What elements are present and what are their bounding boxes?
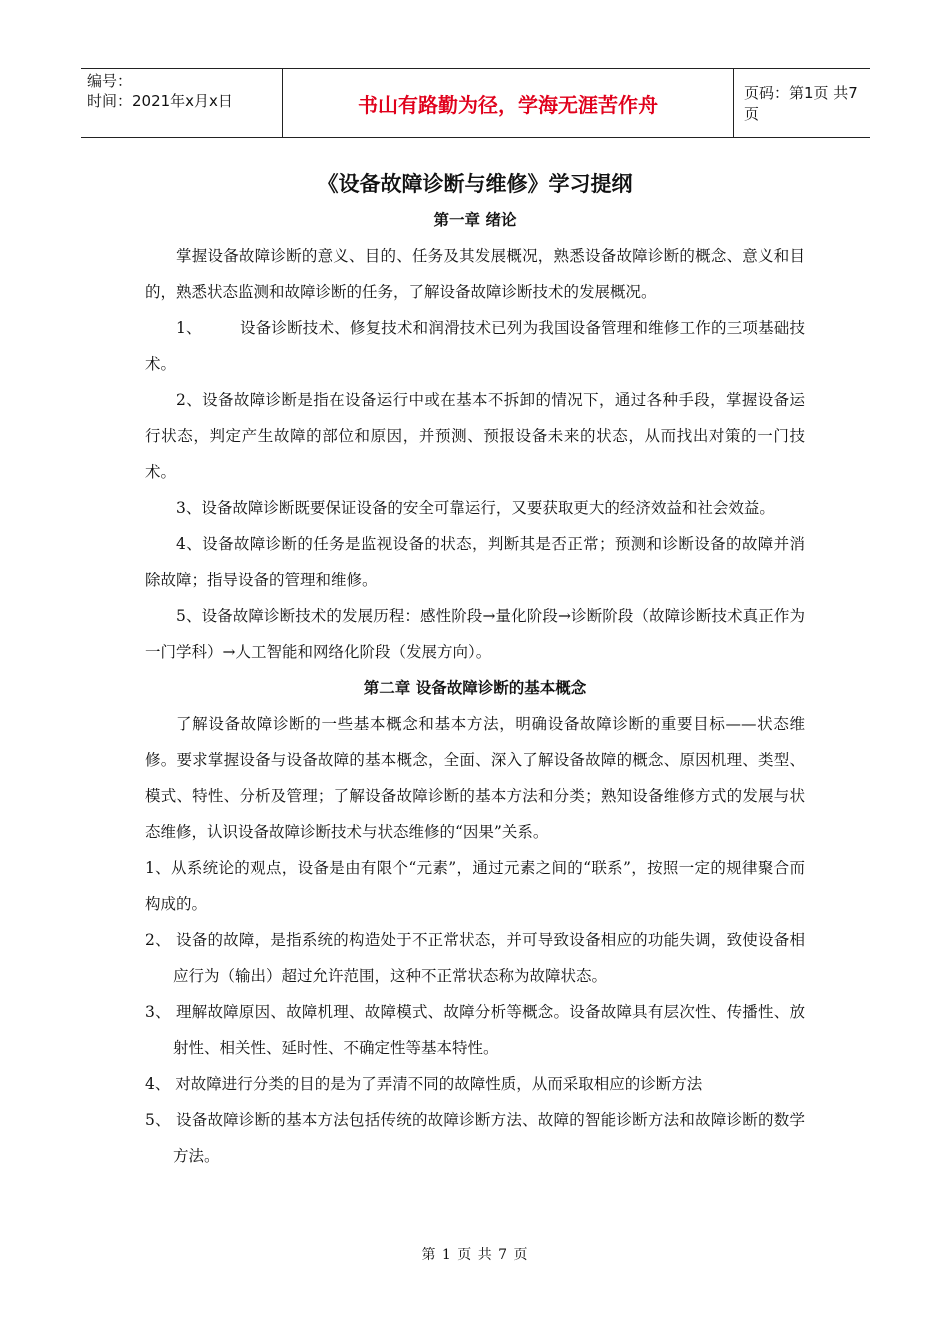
item-number: 1、 (176, 319, 202, 337)
chapter-2-intro: 了解设备故障诊断的一些基本概念和基本方法，明确设备故障诊断的重要目标——状态维修。要求掌握设备与设备故障的基本概念，全面、深入了解设备故障的概念、原因机理、类型、模式、特性、分析及管理；了解设备故障诊断的基本方法和分类；熟知设备维修方式的发展与状态维修，认识设备故障诊断技术与状态维修的“因果”关系。 (145, 715, 805, 841)
item-text: 设备诊断技术、修复技术和润滑技术已列为我国设备管理和维修工作的三项基础技术。 (145, 319, 805, 373)
chapter-2-item-2: 2、 设备的故障，是指系统的构造处于不正常状态，并可导致设备相应的功能失调，致使设备相应行为（输出）超过允许范围，这种不正常状态称为故障状态。 (145, 931, 805, 985)
page-code: 页码：第1页 共7页 (744, 84, 858, 123)
chapter-2-item-5: 5、 设备故障诊断的基本方法包括传统的故障诊断方法、故障的智能诊断方法和故障诊断的数学方法。 (145, 1111, 805, 1165)
chapter-1-item-3: 3、设备故障诊断既要保证设备的安全可靠运行，又要获取更大的经济效益和社会效益。 (176, 499, 775, 517)
chapter-2-heading: 第二章 设备故障诊断的基本概念 (363, 678, 587, 697)
number-label: 编号： (87, 72, 133, 90)
chapter-1-item-4: 4、设备故障诊断的任务是监视设备的状态，判断其是否正常；预测和诊断设备的故障并消除故障；指导设备的管理和维修。 (145, 535, 805, 589)
chapter-1-item-1 (145, 310, 805, 382)
header-page-cell (734, 69, 870, 137)
chapter-1-intro: 掌握设备故障诊断的意义、目的、任务及其发展概况，熟悉设备故障诊断的概念、意义和目的，熟悉状态监测和故障诊断的任务，了解设备故障诊断技术的发展概况。 (145, 247, 805, 301)
chapter-1-item-5: 5、设备故障诊断技术的发展历程：感性阶段→量化阶段→诊断阶段（故障诊断技术真正作为一门学科）→人工智能和网络化阶段（发展方向）。 (145, 607, 805, 661)
time-label: 时间：2021年x月x日 (87, 92, 233, 110)
chapter-2-item-4: 4、 对故障进行分类的目的是为了弄清不同的故障性质，从而采取相应的诊断方法 (145, 1075, 703, 1093)
page-header (81, 68, 870, 138)
chapter-1-item-2: 2、设备故障诊断是指在设备运行中或在基本不拆卸的情况下，通过各种手段，掌握设备运行状态，判定产生故障的部位和原因，并预测、预报设备未来的状态，从而找出对策的一门技术。 (145, 391, 805, 481)
motto: 书山有路勤为径，学海无涯苦作舟 (358, 92, 658, 117)
header-meta (81, 69, 282, 137)
chapter-2-item-3: 3、 理解故障原因、故障机理、故障模式、故障分析等概念。设备故障具有层次性、传播性、放射性、相关性、延时性、不确定性等基本特性。 (145, 1003, 805, 1057)
chapter-2-item-1: 1、从系统论的观点，设备是由有限个“元素”，通过元素之间的“联系”，按照一定的规律聚合而构成的。 (145, 859, 805, 913)
header-motto-cell (282, 69, 734, 137)
chapter-1-heading: 第一章 绪论 (433, 210, 517, 229)
document-body (145, 166, 805, 1174)
document-title: 《设备故障诊断与维修》学习提纲 (317, 171, 633, 196)
page-footer: 第 1 页 共 7 页 (421, 1247, 529, 1263)
